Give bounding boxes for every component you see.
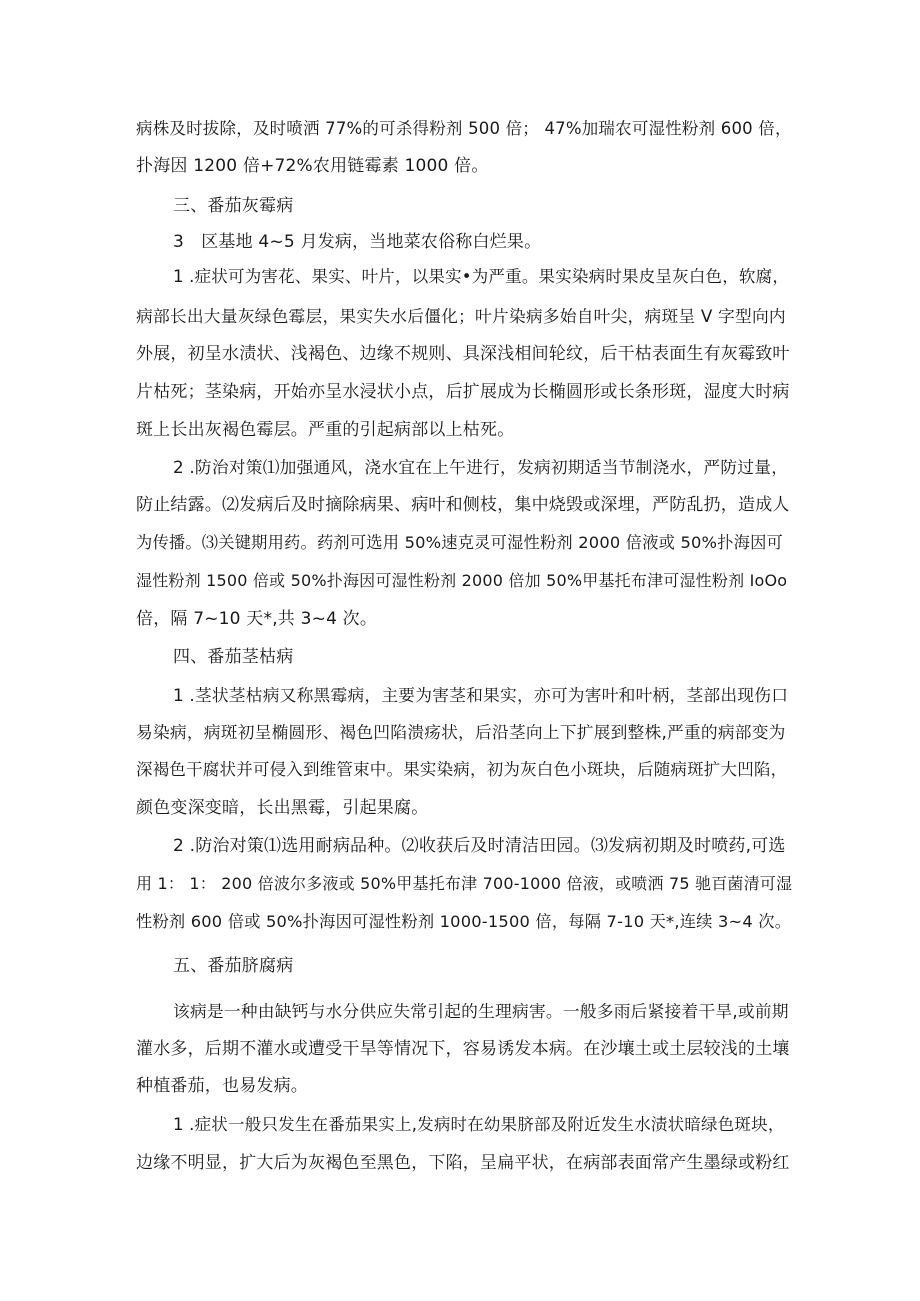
text-line: 湿性粉剂 1500 倍或 50%扑海因可湿性粉剂 2000 倍加 50%甲基托布津可湿性粉剂 IoOo	[136, 571, 788, 590]
text-line: 灌水多，后期不灌水或遭受干旱等情况下，容易诱发本病。在沙壤土或土层较浅的土壤	[136, 1039, 790, 1059]
text-line: 1 .茎状茎枯病又称黑霉病，主要为害茎和果实，亦可为害叶和叶柄，茎部出现伤口	[173, 685, 789, 705]
text-line: 颜色变深变暗，长出黑霉，引起果腐。	[136, 798, 429, 818]
text-line: 为传播。⑶关键期用药。药剂可选用 50%速克灵可湿性粉剂 2000 倍液或 50%扑海因可	[136, 533, 783, 552]
section-heading: 四、番茄茎枯病	[173, 647, 294, 667]
text-line: 种植番茄，也易发病。	[136, 1076, 308, 1096]
text-line: 用 1： 1： 200 倍波尔多液或 50%甲基托布津 700-1000 倍液，或喷洒 75 驰百菌清可湿	[136, 874, 793, 893]
text-line: 2 .防治对策⑴选用耐病品种。⑵收获后及时清洁田园。⑶发病初期及时喷药,可选	[173, 836, 786, 856]
text-line: 易染病，病斑初呈椭圆形、褐色凹陷溃疡状，后沿茎向上下扩展到整株,严重的病部变为	[136, 722, 786, 742]
text-line: 病部长出大量灰绿色霉层，果实失水后僵化；叶片染病多始自叶尖，病斑呈 V 字型向内	[136, 306, 786, 326]
text-line: 1 .症状可为害花、果实、叶片，以果实•为严重。果实染病时果皮呈灰白色，软腐，	[173, 267, 790, 286]
text-line: 倍，隔 7~10 天*,共 3~4 次。	[136, 609, 378, 629]
text-line: 片枯死；茎染病，开始亦呈水浸状小点，后扩展成为长椭圆形或长条形斑，湿度大时病	[136, 382, 790, 402]
text-line: 边缘不明显，扩大后为灰褐色至黑色，下陷，呈扁平状，在病部表面常产生墨绿或粉红	[136, 1153, 790, 1173]
section-heading: 三、番茄灰霉病	[173, 196, 294, 216]
section-heading: 五、番茄脐腐病	[173, 956, 294, 976]
text-line: 防止结露。⑵发病后及时摘除病果、病叶和侧枝，集中烧毁或深埋，严防乱扔，造成人	[136, 495, 790, 515]
text-line: 性粉剂 600 倍或 50%扑海因可湿性粉剂 1000-1500 倍，每隔 7-10 天*,连续 3~4 次。	[136, 912, 792, 931]
text-line: 3 区基地 4~5 月发病，当地菜农俗称白烂果。	[173, 232, 542, 252]
text-line: 外展，初呈水渍状、浅褐色、边缘不规则、具深浅相间轮纹，后干枯表面生有灰霉致叶	[136, 344, 790, 364]
text-line: 该病是一种由缺钙与水分供应失常引起的生理病害。一般多雨后紧接着干旱,或前期	[173, 1001, 789, 1021]
text-line: 扑海因 1200 倍+72%农用链霉素 1000 倍。	[136, 156, 489, 176]
text-line: 2 .防治对策⑴加强通风，浇水宜在上午进行，发病初期适当节制浇水，严防过量，	[173, 457, 789, 477]
text-line: 深褐色干腐状并可侵入到维管束中。果实染病，初为灰白色小斑块，后随病斑扩大凹陷，	[136, 760, 788, 779]
text-line: 病株及时拔除，及时喷洒 77%的可杀得粉剂 500 倍； 47%加瑞农可湿性粉剂 600 倍，	[136, 119, 792, 138]
text-line: 1 .症状一般只发生在番茄果实上,发病时在幼果脐部及附近发生水渍状暗绿色斑块，	[173, 1115, 785, 1134]
text-line: 斑上长出灰褐色霉层。严重的引起病部以上枯死。	[136, 420, 515, 440]
